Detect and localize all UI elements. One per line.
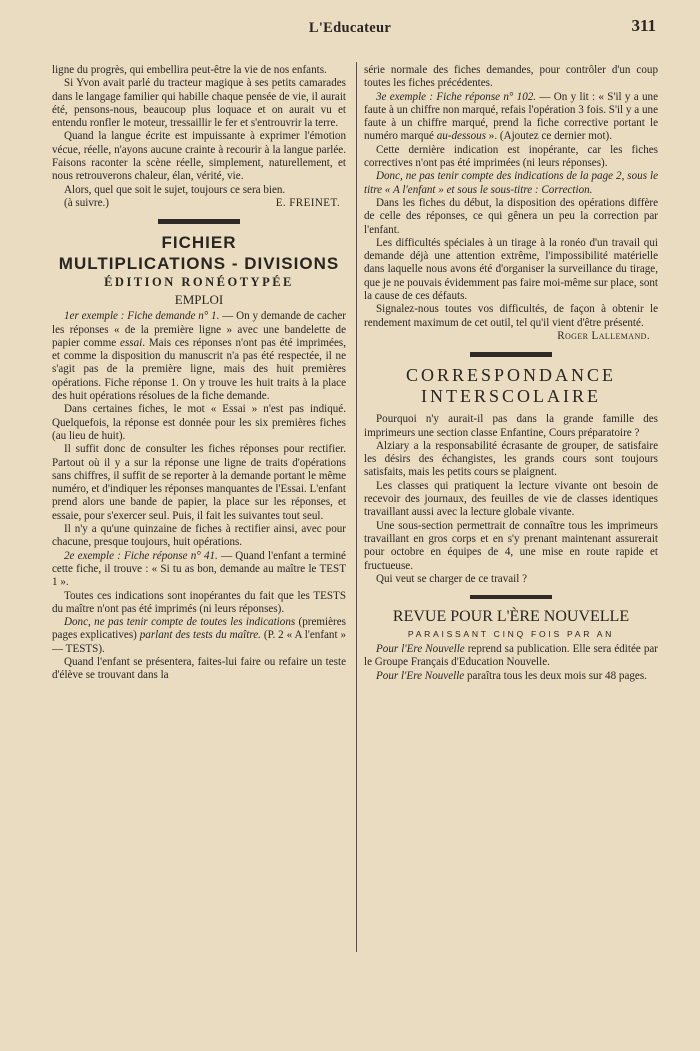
paragraph: Dans certaines fiches, le mot « Essai » n'est pas indiqué. Quelquefois, la réponse est donnée pour les six premières fiches (au lieu de huit). — [52, 403, 346, 442]
section-separator — [158, 219, 240, 224]
revue-paragraph — [364, 643, 658, 670]
donc-middle: (premières pages explicatives) — [52, 616, 346, 642]
paragraph: Pourquoi n'y aurait-il pas dans la grande famille des imprimeurs une section classe Enfantine, Cours préparatoire ? — [364, 413, 658, 439]
example-label: 3e exemple : Fiche réponse n° 102. — [376, 90, 537, 103]
example-1 — [52, 310, 346, 403]
paragraph: Quand la langue écrite est impuissante à exprimer l'émotion vécue, réelle, n'ayons aucune crainte à recourir à la langue parlée. Faisons raconter la scène réelle, simplement, naturellement, et nous retrouverons chaleur, élan, vérité, vie. — [52, 130, 346, 183]
section-separator — [470, 595, 552, 599]
donc-paragraph — [364, 170, 658, 197]
page-number: 311 — [631, 16, 656, 35]
paragraph: Si Yvon avait parlé du tracteur magique à ses petits camarades dans le langage familier qui habille chaque pensée de vie, il aurait été, pensons-nous, beaucoup plus loquace et on aurait vu et entendu ronfler le moteur, tressaillir le fer et s'entrouvrir la terre. — [52, 77, 346, 130]
revue-text: reprend sa publication. Elle sera éditée par le Groupe Français d'Education Nouvelle. — [364, 643, 658, 669]
revue-title: REVUE POUR L'ÈRE NOUVELLE — [392, 608, 630, 626]
example-3 — [364, 91, 658, 144]
paragraph: Quand l'enfant se présentera, faites-lui faire ou refaire un teste d'élève se trouvant dans la — [52, 655, 346, 682]
revue-text: paraîtra tous les deux mois sur 48 pages. — [464, 669, 647, 682]
paragraph: Dans les fiches du début, la disposition des opérations diffère de celle des réponses, ce qui gênera un peu la correction par l'enfant. — [364, 196, 658, 236]
paragraph: ligne du progrès, qui embellira peut-être la vie de nos enfants. — [52, 64, 327, 76]
signature-line — [52, 197, 346, 210]
example-essai: essai — [120, 336, 143, 349]
example-end: ». (Ajoutez ce dernier mot). — [486, 130, 613, 143]
paragraph: Alors, quel que soit le sujet, toujours ce sera bien. — [64, 183, 286, 196]
example-text: — Quand l'enfant a terminé cette fiche, il trouve : « Si tu as bon, demande au maître le TEST 1 ». — [52, 549, 346, 589]
fichier-subtitle: MULTIPLICATIONS - DIVISIONS — [58, 254, 340, 274]
revue-paragraph — [364, 670, 658, 683]
emploi-heading: EMPLOI — [174, 292, 224, 308]
donc-italic: Donc, ne pas tenir compte des indications de la page 2, sous le titre « A l'enfant » et sous le sous-titre : Correction. — [364, 170, 658, 196]
right-column — [364, 64, 658, 683]
paragraph: Toutes ces indications sont inopérantes du fait que les TESTS du maître n'ont pas été imprimés (ni leurs réponses). — [52, 589, 346, 615]
revue-name: Pour l'Ere Nouvelle — [376, 669, 465, 682]
paragraph: Qui veut se charger de ce travail ? — [376, 572, 528, 585]
paragraph: Il suffit donc de consulter les fiches réponses pour rectifier. Partout où il y a sur la réponse une ligne de traits d'opérations sans chiffres, il suffit de se reporter à la demande portant le même numéro, et d'indiquer les réponses manquantes de l'Essai. L'enfant prend alors une bande de papier, la place sur les réponses, et essaie, pour s'exercer seul. Puis, il fait les suivantes tout seul. — [52, 443, 346, 522]
interscolaire-title: INTERSCOLAIRE — [421, 386, 601, 407]
author-signature: E. FREINET. — [275, 196, 340, 209]
left-column — [52, 64, 346, 683]
column-divider — [356, 62, 357, 952]
paragraph: Signalez-nous toutes vos difficultés, de façon à obtenir le rendement maximum de cet outil, tel qu'il vient d'être présenté. — [364, 303, 658, 329]
section-separator — [470, 352, 552, 357]
paragraph: Alziary a la responsabilité écrasante de grouper, de satisfaire les désirs des échangistes, les grands cours sont toujours satisfaits, mais les petits cours se plaignent. — [364, 439, 658, 479]
author-signature: Roger Lallemand. — [557, 329, 650, 342]
edition-label: ÉDITION RONÉOTYPÉE — [104, 275, 294, 290]
example-text: — On y lit : « S'il y a une faute à un chiffre non marqué, refais l'opération 3 fois. S'il y a une faute à un chiffre marqué, prend la fiche corrective portant le numéro marqué — [364, 90, 658, 143]
fichier-title: FICHIER — [161, 233, 237, 253]
to-be-continued: (à suivre.) — [64, 196, 109, 209]
example-label: 1er exemple : Fiche demande n° 1. — [64, 310, 220, 323]
paragraph: Il n'y a qu'une quinzaine de fiches à rectifier ainsi, avec pour chacune, presque toujours, huit opérations. — [52, 523, 346, 549]
example-text-rest: . Mais ces réponses n'ont pas été imprimées, et comme la disposition du manuscrit n'a pas été respectée, il ne s'agit pas de la première ligne, mais des huit premières opérations. Fiche réponse 1. On y trouve les huit traits à la place des huit opérations résolues de la fiche demande. — [52, 336, 346, 403]
donc-italic-2: parlant des tests du maître. — [139, 629, 261, 642]
donc-italic: Donc, ne pas tenir compte de toutes les indications — [64, 616, 296, 629]
paragraph: Les classes qui pratiquent la lecture vivante ont besoin de recevoir des journaux, des feuilles de vie de classes identiques travaillant aussi avec la lecture globale vivante. — [364, 479, 658, 519]
paragraph: Une sous-section permettrait de connaître tous les imprimeurs travaillant en gros corps et en s'y prenant maintenant assurerait pour octobre en équipes de 4, une mise en route rapide et fructueuse. — [364, 519, 658, 572]
example-label: 2e exemple : Fiche réponse n° 41. — [64, 549, 218, 562]
journal-title: L'Educateur — [308, 20, 392, 36]
donc-paragraph — [52, 616, 346, 656]
correspondance-title: CORRESPONDANCE — [405, 365, 617, 386]
example-text: — On y demande de cacher les réponses « de la première ligne » avec une bandelette de papier comme — [52, 310, 346, 349]
donc-end: (P. 2 « A l'enfant » — TESTS). — [52, 629, 347, 655]
revue-name: Pour l'Ere Nouvelle — [376, 643, 465, 656]
paragraph: série normale des fiches demandes, pour contrôler d'un coup toutes les fiches précédentes. — [364, 64, 658, 90]
example-dessous: au-dessous — [436, 130, 487, 143]
paragraph: Les difficultés spéciales à un tirage à la ronéo d'un travail qui demande déjà une attention extrême, l'impossibilité matérielle dans laquelle nous avons été d'organiser la surveillance du tirage, que je ne pouvais évidemment pas faire moi-même sur place, sont la cause de ces défauts. — [364, 236, 658, 303]
revue-subtitle: PARAISSANT CINQ FOIS PAR AN — [407, 629, 615, 640]
example-2 — [52, 550, 346, 590]
paragraph: Cette dernière indication est inopérante, car les fiches correctives n'ont pas été imprimées (ni leurs réponses). — [364, 143, 658, 170]
